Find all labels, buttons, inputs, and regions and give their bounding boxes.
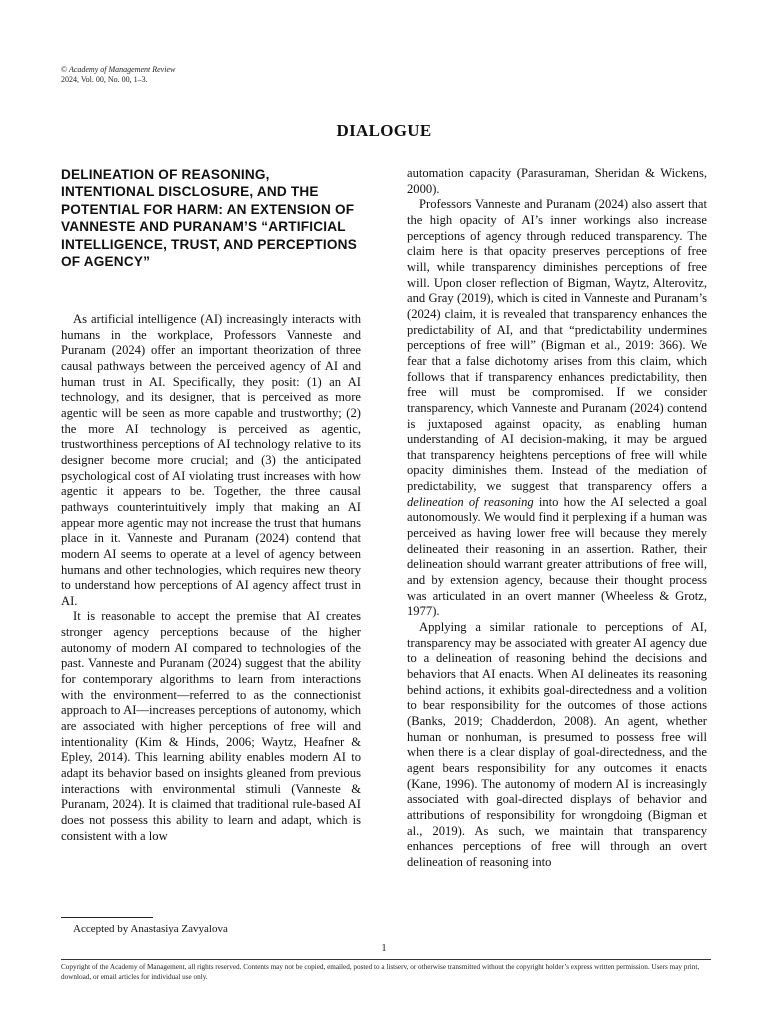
body-paragraph: As artificial intelligence (AI) increasingly interacts with humans in the workplace, Professors Vanneste and Puranam (2024) offer an important theorization of three causal pathways between the perceived agency of AI and human trust in AI. Specifically, they posit: (1) an AI technology, and its designer, that is perceived as more agentic will be seen as more capable and trustworthy; (2) the more AI technology is perceived as agentic, trustworthiness perceptions of AI technology relative to its designer become more crucial; and (3) the anticipated psychological cost of AI violating trust increases with how agentic it appears to be. Together, the three causal pathways counterintuitively imply that making an AI appear more agentic may not increase the trust that humans place in it. Vanneste and Puranam (2024) contend that modern AI seems to operate at a level of agency between humans and other technologies, which requires new theory to understand how perceptions of AI agency affect trust in AI. bbox=[61, 312, 361, 608]
body-paragraph: Applying a similar rationale to perceptions of AI, transparency may be associated with greater AI agency due to a delineation of reasoning behind the decisions and behaviors that AI enacts. When AI delineates its reasoning behind actions, it exhibits goal-directedness and a volition to bear responsibility for the outcomes of those actions (Banks, 2019; Chadderdon, 2008). An agent, whether human or nonhuman, is presumed to possess free will when there is a clear display of goal-directedness, and the agent bears responsibility for any outcomes it enacts (Kane, 1996). The autonomy of modern AI is increasingly associated with goal-directed displays of behavior and attributions of responsibility for wrongdoing (Bigman et al., 2019). As such, we maintain that transparency enhances perceptions of free will through an overt delineation of reasoning into bbox=[407, 620, 707, 869]
journal-title: Academy of Management Review bbox=[68, 65, 176, 74]
body-paragraph: It is reasonable to accept the premise that AI creates stronger agency perceptions because of the higher autonomy of modern AI compared to technologies of the past. Vanneste and Puranam (2024) suggest that the ability for contemporary algorithms to learn from interactions with the environment—referred to as the connectionist approach to AI—increases perceptions of autonomy, which are associated with higher perceptions of free will and intentionality (Kim & Hinds, 2006; Waytz, Heafner & Epley, 2014). This learning ability enables modern AI to adapt its behavior based on insights gleaned from previous interactions with environmental stimuli (Vanneste & Puranam, 2024). It is claimed that traditional rule-based AI does not possess this ability to learn and adapt, which is consistent with a low bbox=[61, 609, 361, 843]
journal-name bbox=[61, 65, 175, 75]
paragraph-text: Professors Vanneste and Puranam (2024) also assert that the high opacity of AI’s inner workings also increase perceptions of agency through reduced transparency. The claim here is that opacity preserves perceptions of free will, while transparency diminishes perceptions of free will. Upon closer reflection of Bigman, Waytz, Alterovitz, and Gray (2019), which is cited in Vanneste and Puranam’s (2024) claim, it is revealed that transparency enhances the predictability of AI, and that “predictability undermines perceptions of free will” (Bigman et al., 2019: 366). We fear that a false dichotomy arises from this claim, which follows that if transparency enhances predictability, then free will must be compromised. If we consider transparency, which Vanneste and Puranam (2024) contend is juxtaposed against opacity, as enabling human understanding of AI decision-making, it may be argued that transparency heightens perceptions of free will while opacity diminishes them. Instead of the mediation of predictability, we suggest that transparency offers a bbox=[407, 197, 707, 494]
article-title: DELINEATION OF REASONING, INTENTIONAL DISCLOSURE, AND THE POTENTIAL FOR HARM: AN EXTENSION OF VANNESTE AND PURANAM’S “ARTIFICIAL INTELLIGENCE, TRUST, AND PERCEPTIONS OF AGENCY” bbox=[61, 167, 357, 270]
copyright-divider bbox=[61, 959, 711, 960]
page-number: 1 bbox=[381, 943, 387, 954]
journal-issue: 2024, Vol. 00, No. 00, 1–3. bbox=[61, 75, 148, 84]
right-column bbox=[407, 166, 707, 871]
footnote-divider bbox=[61, 917, 153, 918]
body-paragraph bbox=[407, 197, 707, 620]
paragraph-text: into how the AI selected a goal autonomously. We would find it perplexing if a human was perceived as having lower free will because they merely delineated their reasoning in an assertion. Rather, their delineation should warrant greater attributions of free will, and by extension agency, because their thought process was articulated in an overt manner (Wheeless & Grotz, 1977). bbox=[407, 494, 707, 619]
footnote: Accepted by Anastasiya Zavyalova bbox=[73, 923, 228, 935]
section-title: DIALOGUE bbox=[336, 121, 432, 140]
copyright-notice: Copyright of the Academy of Management, all rights reserved. Contents may not be copied, emailed, posted to a listserv, or otherwise transmitted without the copyright holder’s express written permission. Users may print, download, or email articles for individual use only. bbox=[61, 963, 700, 981]
continued-paragraph: automation capacity (Parasuraman, Sheridan & Wickens, 2000). bbox=[407, 166, 707, 196]
left-column bbox=[61, 312, 361, 844]
emphasized-phrase: delineation of reasoning bbox=[407, 494, 534, 509]
copyright-symbol: © bbox=[61, 65, 68, 74]
